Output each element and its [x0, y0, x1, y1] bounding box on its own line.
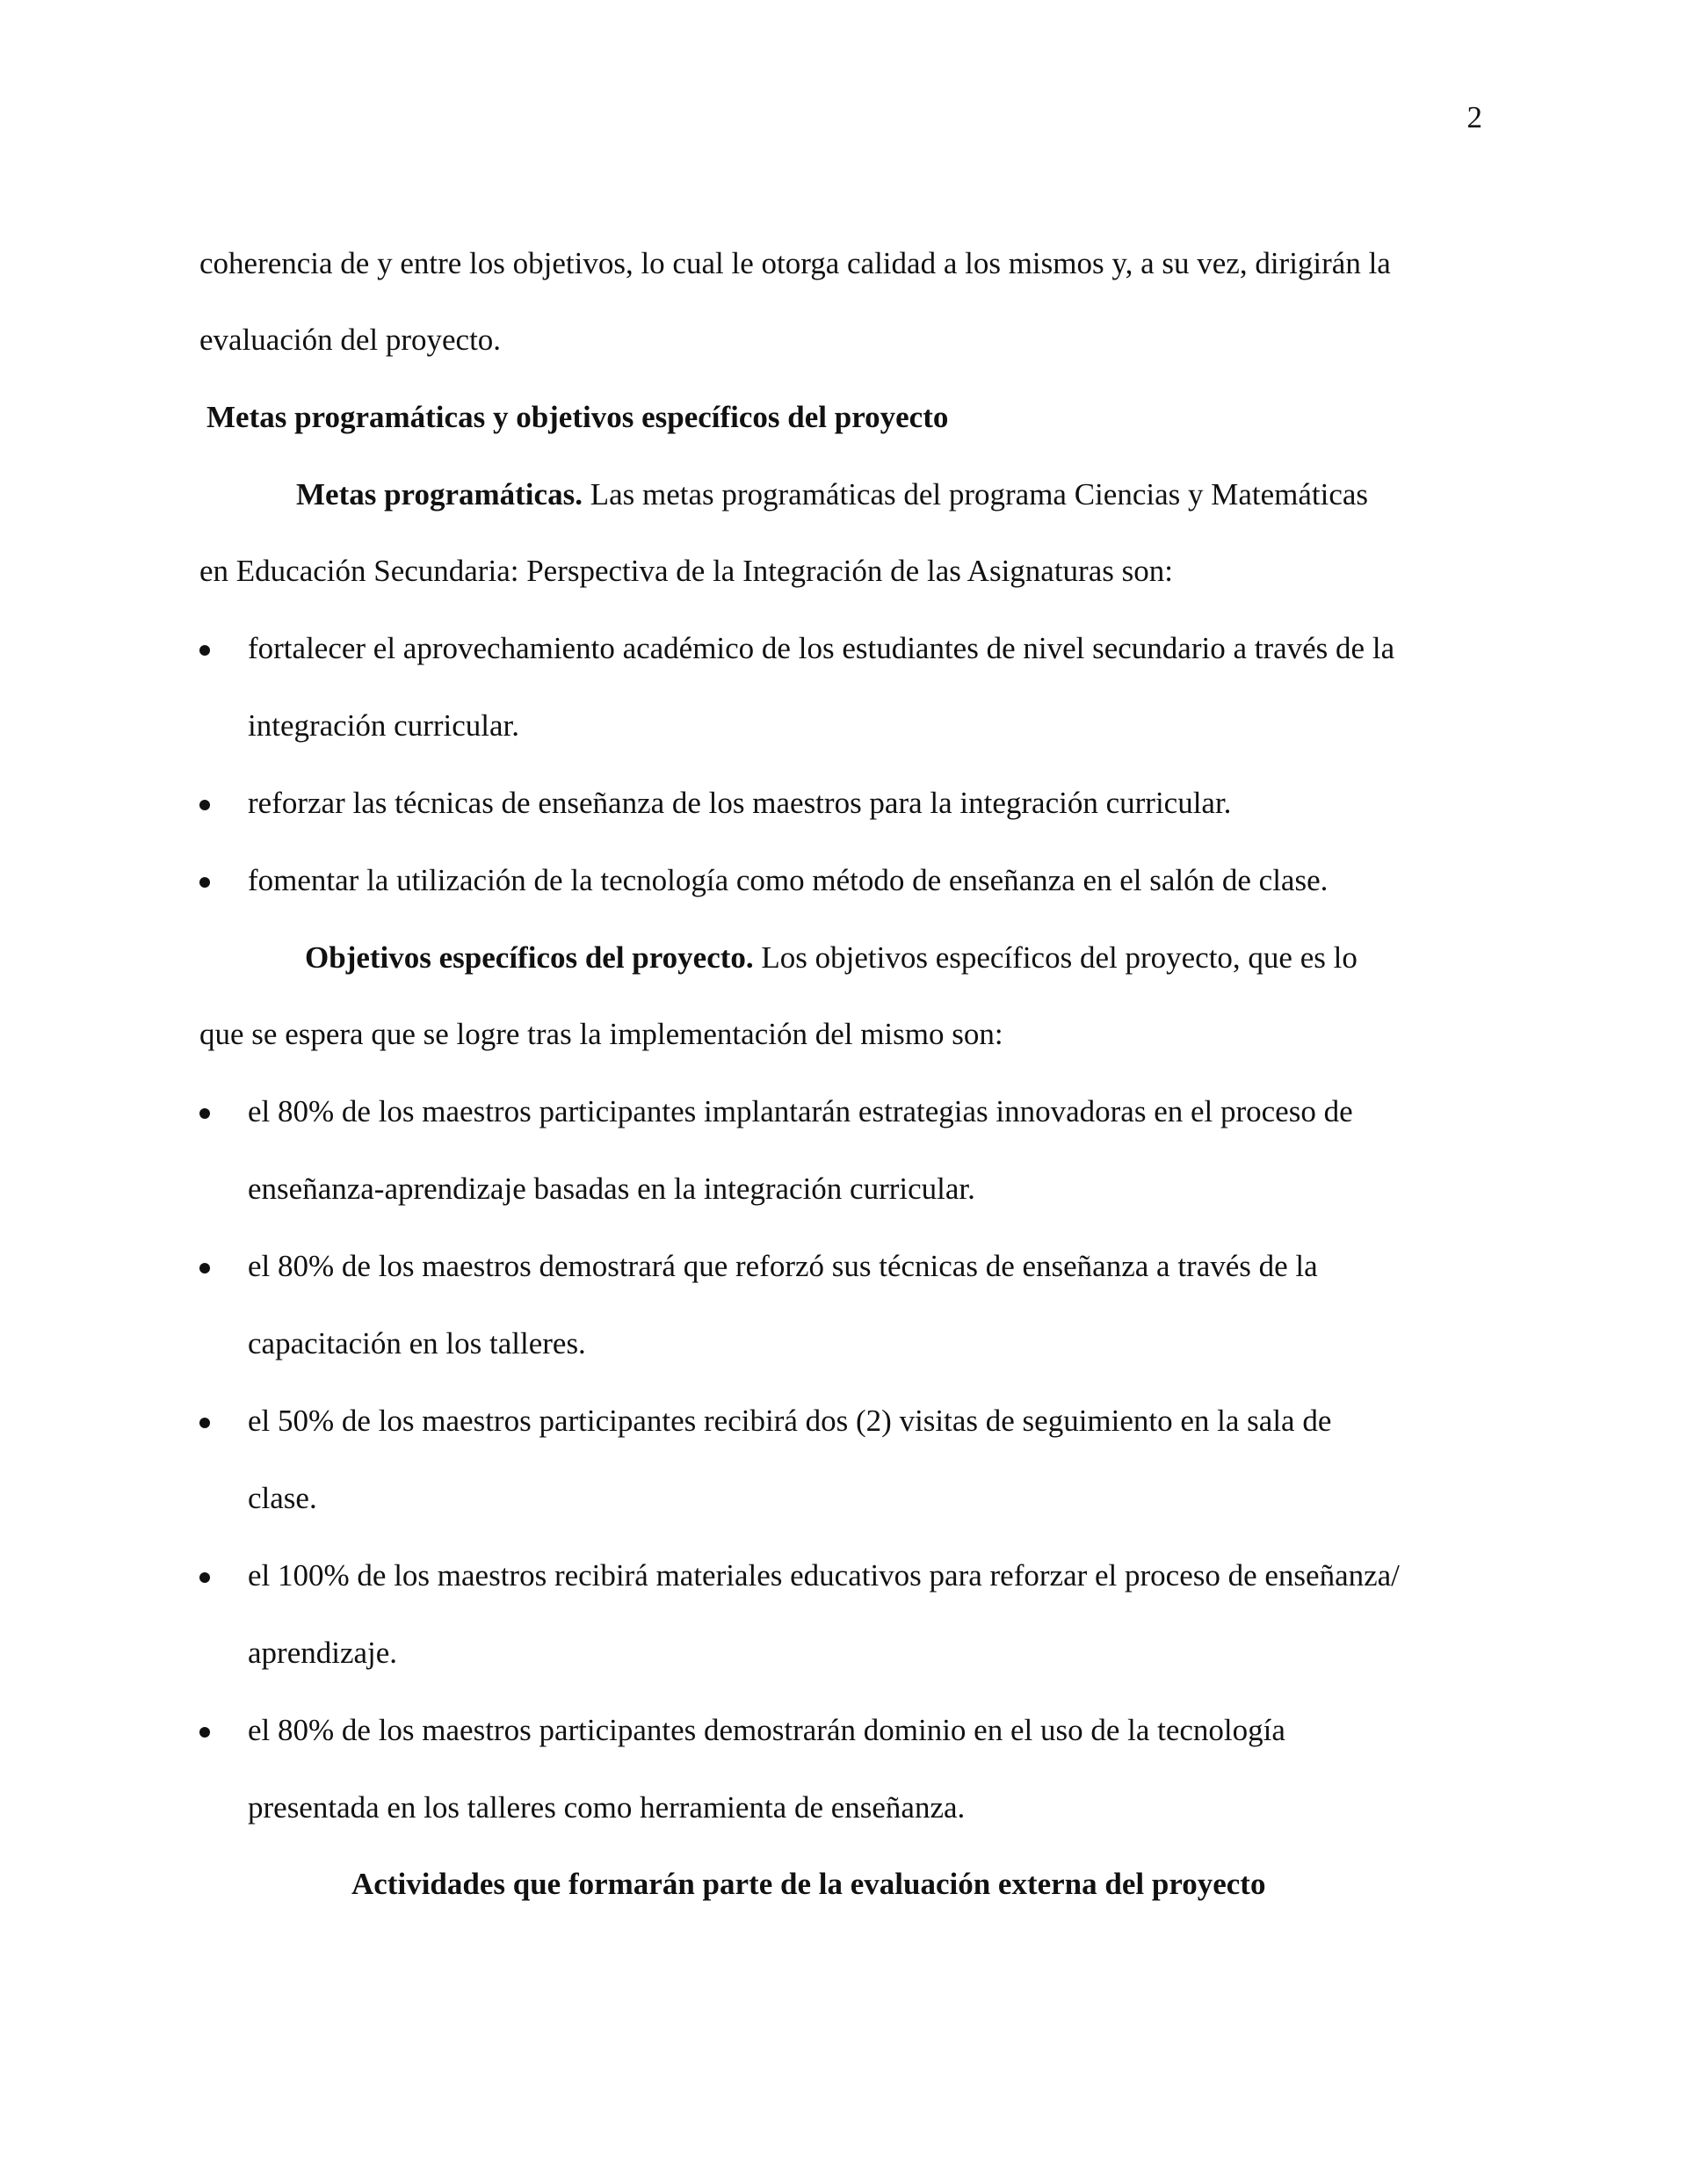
section-heading-actividades: Actividades que formarán parte de la evaluación externa del proyecto	[351, 1867, 1266, 1901]
section-heading-metas-objetivos: Metas programáticas y objetivos específicos del proyecto	[206, 400, 949, 434]
bullet-icon	[199, 1418, 210, 1428]
objetivos-subheading: Objetivos específicos del proyecto.	[305, 940, 754, 975]
bullet-icon	[199, 1572, 210, 1583]
objetivos-bullet-1-line-2: enseñanza-aprendizaje basadas en la integración curricular.	[248, 1172, 975, 1206]
metas-intro-text: Las metas programáticas del programa Ciencias y Matemáticas	[582, 477, 1369, 512]
intro-line-2: evaluación del proyecto.	[199, 323, 502, 357]
objetivos-bullet-3-line-2: clase.	[248, 1481, 317, 1515]
metas-bullet-3: fomentar la utilización de la tecnología como método de enseñanza en el salón de clase.	[248, 863, 1329, 897]
page-number: 2	[1466, 100, 1482, 134]
intro-line-1: coherencia de y entre los objetivos, lo cual le otorga calidad a los mismos y, a su vez, dirigirán la	[199, 246, 1391, 280]
bullet-icon	[199, 877, 210, 888]
bullet-icon	[199, 645, 210, 656]
objetivos-bullet-5-line-1: el 80% de los maestros participantes demostrarán dominio en el uso de la tecnología	[248, 1713, 1285, 1747]
objetivos-bullet-2-line-1: el 80% de los maestros demostrará que reforzó sus técnicas de enseñanza a través de la	[248, 1249, 1318, 1283]
metas-subheading: Metas programáticas.	[296, 477, 583, 512]
bullet-icon	[199, 800, 210, 810]
bullet-icon	[199, 1263, 210, 1273]
metas-paragraph-line-1	[296, 477, 1368, 512]
bullet-icon	[199, 1108, 210, 1119]
objetivos-bullet-5-line-2: presentada en los talleres como herramienta de enseñanza.	[248, 1790, 966, 1825]
objetivos-bullet-4-line-1: el 100% de los maestros recibirá materiales educativos para reforzar el proceso de enseñanza/	[248, 1558, 1400, 1593]
metas-bullet-1-line-1: fortalecer el aprovechamiento académico de los estudiantes de nivel secundario a través de la	[248, 631, 1395, 665]
objetivos-bullet-2-line-2: capacitación en los talleres.	[248, 1326, 586, 1360]
metas-paragraph-line-2: en Educación Secundaria: Perspectiva de la Integración de las Asignaturas son:	[199, 554, 1173, 588]
metas-bullet-2: reforzar las técnicas de enseñanza de los maestros para la integración curricular.	[248, 786, 1232, 820]
bullet-icon	[199, 1727, 210, 1738]
objetivos-bullet-3-line-1: el 50% de los maestros participantes recibirá dos (2) visitas de seguimiento en la sala de	[248, 1404, 1332, 1438]
objetivos-paragraph-line-1	[305, 940, 1358, 976]
metas-bullet-1-line-2: integración curricular.	[248, 708, 520, 743]
objetivos-intro-text: Los objetivos específicos del proyecto, que es lo	[753, 940, 1358, 975]
objetivos-bullet-4-line-2: aprendizaje.	[248, 1636, 398, 1670]
objetivos-paragraph-line-2: que se espera que se logre tras la implementación del mismo son:	[199, 1017, 1003, 1051]
objetivos-bullet-1-line-1: el 80% de los maestros participantes implantarán estrategias innovadoras en el proceso de	[248, 1094, 1353, 1128]
